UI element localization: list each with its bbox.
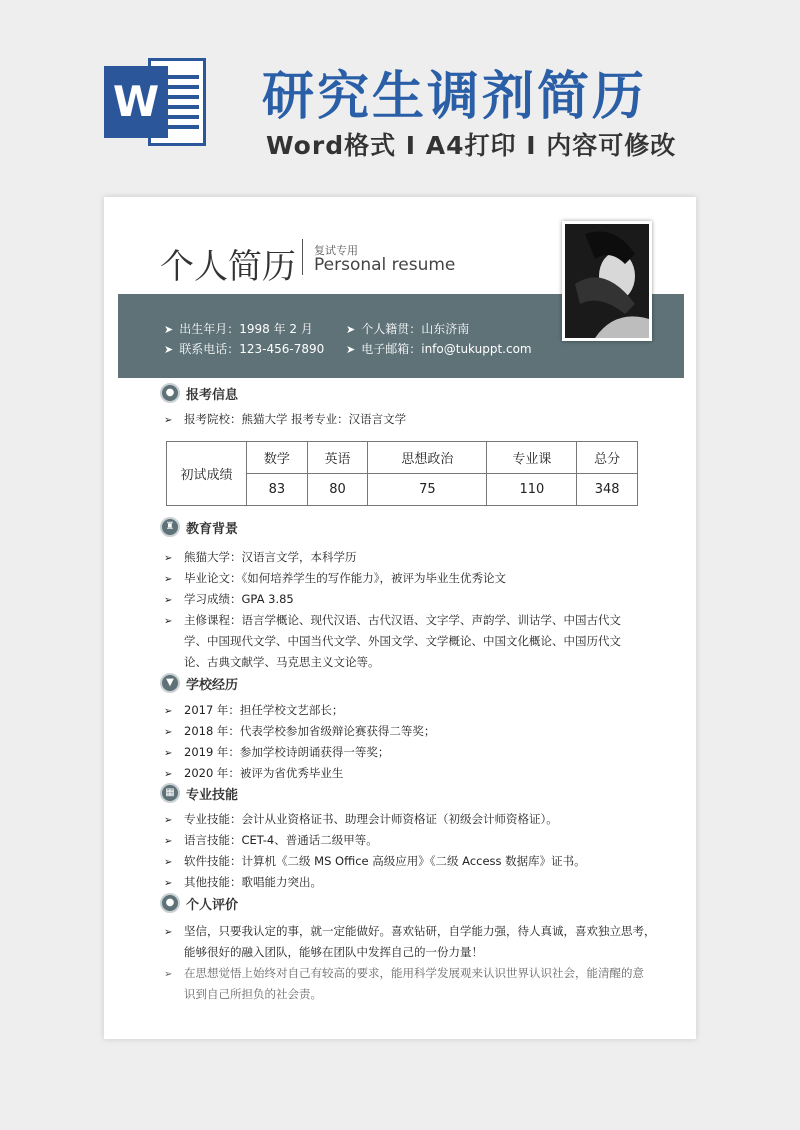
arrow-bullet-icon: ➢ (164, 769, 173, 780)
resume-page (104, 197, 696, 1039)
arrow-bullet-icon: ➢ (164, 415, 173, 426)
score-header: 总分 (577, 442, 638, 474)
chevron-right-icon: ➤ (164, 323, 174, 336)
email-value: info@tukuppt.com (421, 342, 532, 356)
list-item-continuation: 识到自己所担负的社会责。 (184, 987, 322, 1001)
arrow-bullet-icon: ➢ (164, 878, 173, 889)
arrow-bullet-icon: ➢ (164, 706, 173, 717)
person-icon: ● (160, 383, 180, 403)
arrow-bullet-icon: ➢ (164, 616, 173, 627)
chevron-right-icon: ➤ (346, 323, 356, 336)
tie-icon: ▼ (160, 673, 180, 693)
score-value: 83 (247, 474, 308, 506)
birth-row: ➤ 出生年月：1998 年 2 月 (164, 322, 313, 336)
score-table (166, 441, 638, 506)
arrow-bullet-icon: ➢ (164, 969, 173, 980)
list-item-continuation: 能够很好的融入团队，能够在团队中发挥自己的一份力量！ (184, 945, 483, 959)
word-letter: W (104, 66, 168, 138)
section-evaluation-header: ● 个人评价 (160, 893, 238, 913)
list-item: ➢ 2018 年：代表学校参加省级辩论赛获得二等奖； (164, 724, 436, 738)
list-item: ➢ 其他技能：歌唱能力突出。 (164, 875, 322, 889)
windows-icon: ▦ (160, 783, 180, 803)
section-education-header: ♜ 教育背景 (160, 517, 238, 537)
section-skills-header: ▦ 专业技能 (160, 783, 238, 803)
list-item: ➢ 学习成绩：GPA 3.85 (164, 592, 294, 606)
section-school-header: ▼ 学校经历 (160, 673, 238, 693)
list-item: ➢ 2020 年：被评为省优秀毕业生 (164, 766, 344, 780)
arrow-bullet-icon: ➢ (164, 836, 173, 847)
resume-tag: 复试专用 (314, 244, 358, 257)
score-row-label: 初试成绩 (167, 442, 247, 506)
list-item: ➢ 毕业论文：《如何培养学生的写作能力》，被评为毕业生优秀论文 (164, 571, 506, 585)
phone-value: 123-456-7890 (239, 342, 325, 356)
chevron-right-icon: ➤ (346, 343, 356, 356)
person-icon: ● (160, 893, 180, 913)
list-item: ➢ 坚信，只要我认定的事，就一定能做好。喜欢钻研，自学能力强，待人真诚，喜欢独立思考， (164, 924, 656, 938)
birth-value: 1998 年 2 月 (239, 322, 313, 336)
origin-value: 山东济南 (421, 322, 470, 336)
list-item: ➢ 熊猫大学：汉语言文学，本科学历 (164, 550, 357, 564)
arrow-bullet-icon: ➢ (164, 727, 173, 738)
portrait-image (565, 224, 649, 338)
score-header: 数学 (247, 442, 308, 474)
title-divider (302, 239, 303, 275)
banner-subtitle: Word格式 I A4打印 I 内容可修改 (266, 131, 677, 160)
arrow-bullet-icon: ➢ (164, 553, 173, 564)
list-item-continuation: 学、中国现代文学、中国当代文学、外国文学、文学概论、中国文化概论、中国历代文 (184, 634, 621, 648)
list-item: ➢ 2017 年：担任学校文艺部长； (164, 703, 344, 717)
profile-photo (562, 221, 652, 341)
arrow-bullet-icon: ➢ (164, 815, 173, 826)
list-item: ➢ 专业技能：会计从业资格证书、助理会计师资格证（初级会计师资格证）。 (164, 812, 558, 826)
chevron-right-icon: ➤ (164, 343, 174, 356)
list-item-continuation: 论、古典文献学、马克思主义文论等。 (184, 655, 380, 669)
word-logo-icon (104, 52, 210, 152)
trophy-icon: ♜ (160, 517, 180, 537)
list-item: ➢ 主修课程：语言学概论、现代汉语、古代汉语、文字学、声韵学、训诂学、中国古代文 (164, 613, 621, 627)
score-value: 75 (368, 474, 487, 506)
arrow-bullet-icon: ➢ (164, 927, 173, 938)
banner-title: 研究生调剂简历 (262, 67, 648, 127)
arrow-bullet-icon: ➢ (164, 857, 173, 868)
arrow-bullet-icon: ➢ (164, 574, 173, 585)
resume-subtitle-en: Personal resume (314, 255, 456, 275)
list-item: ➢ 2019 年：参加学校诗朗诵获得一等奖； (164, 745, 390, 759)
score-header: 专业课 (487, 442, 577, 474)
arrow-bullet-icon: ➢ (164, 748, 173, 759)
resume-title: 个人简历 (160, 247, 296, 287)
list-item: ➢ 语言技能：CET-4、普通话二级甲等。 (164, 833, 378, 847)
phone-row: ➤ 联系电话：123-456-7890 (164, 342, 325, 356)
score-header: 英语 (307, 442, 368, 474)
origin-row: ➤ 个人籍贯：山东济南 (346, 322, 470, 336)
list-item: ➢ 软件技能：计算机《二级 MS Office 高级应用》《二级 Access 数据库》证书。 (164, 854, 586, 868)
score-value: 110 (487, 474, 577, 506)
list-item: ➢ 在思想觉悟上始终对自己有较高的要求，能用科学发展观来认识世界认识社会，能清醒的意 (164, 966, 644, 980)
score-header: 思想政治 (368, 442, 487, 474)
email-row: ➤ 电子邮箱：info@tukuppt.com (346, 342, 532, 356)
arrow-bullet-icon: ➢ (164, 595, 173, 606)
section-apply-header: ● 报考信息 (160, 383, 238, 403)
score-value: 348 (577, 474, 638, 506)
score-value: 80 (307, 474, 368, 506)
apply-line: ➢ 报考院校：熊猫大学 报考专业：汉语言文学 (164, 412, 407, 426)
